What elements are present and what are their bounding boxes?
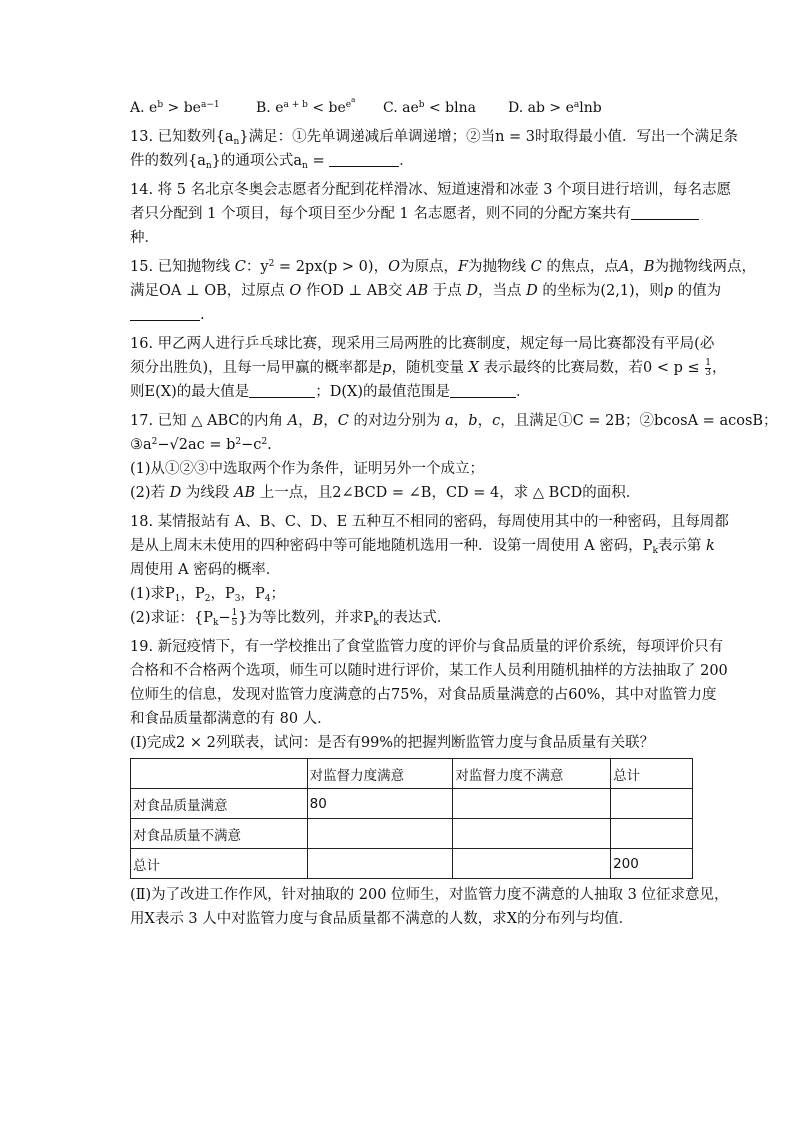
table-cell [611, 789, 693, 819]
table-row [131, 819, 693, 849]
table-row [131, 849, 693, 879]
table-cell: 对食品质量不满意 [131, 819, 308, 849]
q16-line3: 则E(X)的最大值是 ；D(X)的最值范围是 ． [130, 384, 531, 400]
q15-line1: 15. 已知抛物线 C：$y^2 = 2px(p > 0)$，O为原点，F为抛物线 C 的焦点，点A，B为抛物线两点， [130, 259, 756, 275]
q17-line1: 17. 已知 △ ABC的内角 A，B，C 的对边分别为 a，b，c，且满足①C = 2B；②bcosA = acosB； [130, 413, 778, 429]
q19-line3: 位师生的信息，发现对监管力度满意的占75%，对食品质量满意的占60%，其中对监管力度 [130, 687, 717, 703]
table-cell: 对监督力度不满意 [453, 759, 611, 789]
q19-part2-line1: (Ⅱ)为了改进工作作风，针对抽取的 200 位师生，对监管力度不满意的人抽取 3 位征求意见， [130, 887, 729, 903]
answer-blank[interactable] [130, 305, 200, 321]
option-a: A. $e^b > be^{a-1}$ [130, 100, 220, 116]
table-cell: 对监督力度满意 [307, 759, 453, 789]
option-d: D. ab > $e^a\ln b$ [508, 100, 602, 116]
q18-line1: 18. 某情报站有 A、B、C、D、E 五种互不相同的密码，每周使用其中的一种密码，且每周都 [130, 514, 729, 530]
table-row [131, 789, 693, 819]
table-cell: 对食品质量满意 [131, 789, 308, 819]
table-cell: 200 [611, 849, 693, 879]
q18-line4: (1)求$P_1$，$P_2$，$P_3$，$P_4$； [130, 586, 286, 604]
q19-line1: 19. 新冠疫情下，有一学校推出了食堂监管力度的评价与食品质量的评价系统，每项评价只有 [130, 639, 724, 655]
option-b: B. $e^{a + b} < be^{e^a}$ [256, 96, 356, 116]
table-cell [453, 789, 611, 819]
q14-line2: 者只分配到 1 个项目，每个项目至少分配 1 名志愿者，则不同的分配方案共有 [130, 202, 695, 226]
q17-line4: (2)若 D 为线段 AB 上一点，且2∠BCD = ∠B，CD = 4，求 △ BCD的面积． [130, 485, 641, 501]
q12-options [130, 96, 695, 120]
table-cell: 总计 [131, 849, 308, 879]
exam-page [130, 96, 778, 931]
q19-part1: (Ⅰ)完成2 × 2列联表，试问：是否有99%的把握判断监管力度与食品质量有关联？ [130, 735, 655, 751]
q15-line3: . [130, 303, 695, 327]
answer-blank[interactable] [249, 382, 315, 398]
answer-blank[interactable] [450, 382, 516, 398]
table-cell: 总计 [611, 759, 693, 789]
q18-line2: 是从上周末未使用的四种密码中等可能地随机选用一种．设第一周使用 A 密码，$P_k$表示第 k [130, 538, 715, 556]
q14-line3: 种． [130, 230, 159, 246]
table-cell [307, 849, 453, 879]
option-c: C. $ae^b < blna$ [383, 100, 476, 116]
q15-line2: 满足OA ⊥ OB，过原点 O 作OD ⊥ AB交 AB 于点 D，当点 D 的坐标为(2,1)，则p 的值为 [130, 283, 722, 299]
q18-line5: (2)求证：{$P_k-$ $\frac{1}{5}$ }为等比数列，并求$P_k$的表达式． [130, 607, 452, 628]
q17-line2: $③a^2-√2ac = b^2-c^2$. [130, 437, 272, 453]
q17-line3: (1)从①②③中选取两个作为条件，证明另外一个成立； [130, 461, 485, 477]
q16-line2: 须分出胜负)，且每一局甲赢的概率都是p，随机变量 X 表示最终的比赛局数，若0 < p ≤ $\frac{1}{3}$ ， [130, 357, 727, 378]
q13-line2: 件的数列$\{a_n\}$的通项公式$a_n$ = ． [130, 153, 414, 171]
q14-line1: 14. 将 5 名北京冬奥会志愿者分配到花样滑冰、短道速滑和冰壶 3 个项目进行培训，每名志愿 [130, 182, 732, 198]
answer-blank[interactable] [329, 151, 399, 167]
q18-line3: 周使用 A 密码的概率． [130, 562, 281, 578]
table-cell [453, 819, 611, 849]
table-cell [611, 819, 693, 849]
q19-line4: 和食品质量都满意的有 80 人． [130, 711, 332, 727]
q19-part2-line2: 用X表示 3 人中对监管力度与食品质量都不满意的人数，求X的分布列与均值． [130, 911, 634, 927]
q13-line1: 13. 已知数列$\{a_n\}$满足：①先单调递减后单调递增；②当n = 3时取得最小值．写出一个满足条 [130, 129, 738, 147]
table-cell: 80 [307, 789, 453, 819]
contingency-table [130, 758, 693, 879]
q19-line2: 合格和不合格两个选项，师生可以随时进行评价，某工作人员利用随机抽样的方法抽取了 200 [130, 663, 728, 679]
table-cell [131, 759, 308, 789]
answer-blank[interactable] [631, 204, 699, 220]
q16-line1: 16. 甲乙两人进行乒乓球比赛，现采用三局两胜的比赛制度，规定每一局比赛都没有平局(必 [130, 336, 715, 352]
table-cell [307, 819, 453, 849]
table-cell [453, 849, 611, 879]
table-header-row [131, 759, 693, 789]
